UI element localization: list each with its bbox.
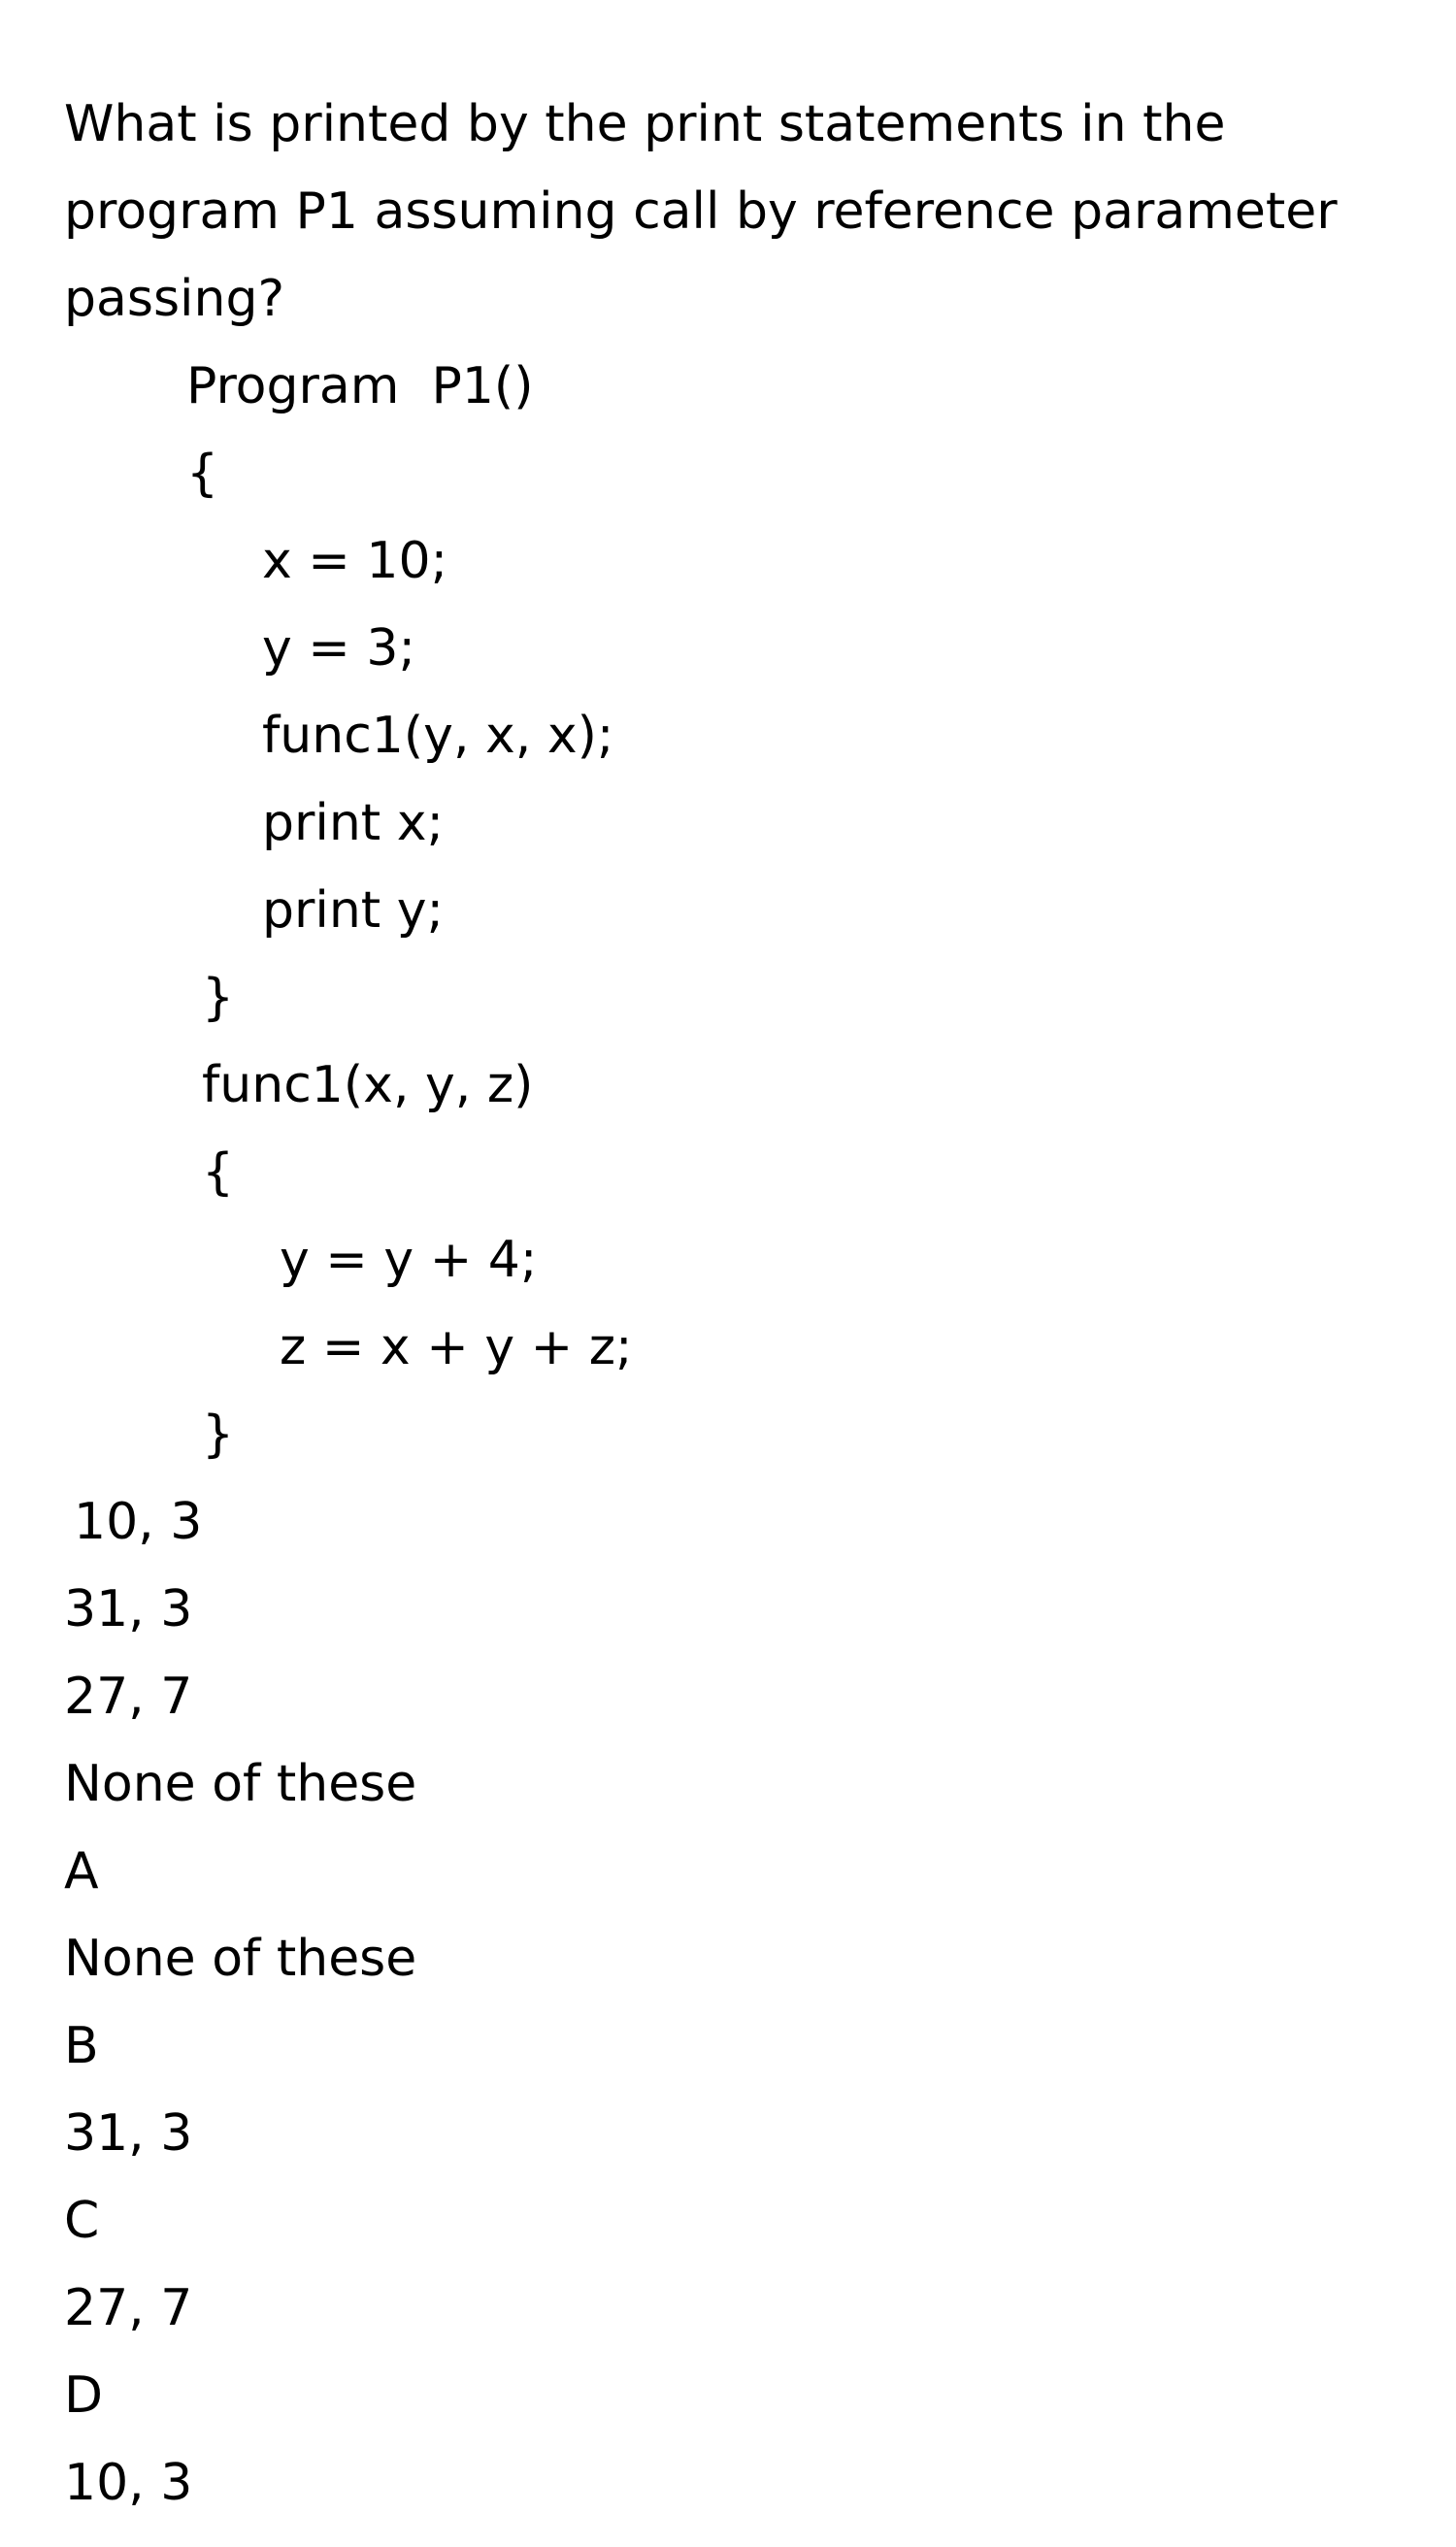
option-text: 31, 3 [64, 1580, 193, 1638]
code-open-brace: { [202, 1143, 235, 1202]
question-line-2: program P1 assuming call by reference parameter [64, 182, 1338, 241]
code-line: z = x + y + z; [280, 1318, 633, 1376]
question-line-1: What is printed by the print statements in the [64, 95, 1226, 153]
code-line: y = y + 4; [280, 1231, 538, 1289]
code-open-brace: { [186, 445, 219, 503]
option-text: 27, 7 [64, 1668, 193, 1726]
option-text: None of these [64, 1755, 417, 1813]
code-line: func1(y, x, x); [262, 707, 614, 765]
code-program-header: Program P1() [186, 357, 534, 415]
question-line-3: passing? [64, 270, 285, 328]
option-a-text: None of these [64, 1930, 417, 1988]
code-close-brace: } [202, 969, 235, 1027]
option-c-text: 27, 7 [64, 2279, 193, 2337]
option-letter-a: A [64, 1842, 99, 1901]
option-text: 10, 3 [74, 1493, 203, 1551]
code-line: x = 10; [262, 532, 448, 590]
code-func-header: func1(x, y, z) [202, 1056, 534, 1114]
option-b-text: 31, 3 [64, 2104, 193, 2163]
option-letter-b: B [64, 2017, 99, 2075]
option-d-text: 10, 3 [64, 2454, 193, 2512]
code-line: print y; [262, 881, 445, 940]
code-close-brace: } [202, 1406, 235, 1464]
option-letter-c: C [64, 2192, 100, 2250]
code-line: y = 3; [262, 619, 416, 678]
code-line: print x; [262, 794, 445, 852]
option-letter-d: D [64, 2366, 104, 2425]
